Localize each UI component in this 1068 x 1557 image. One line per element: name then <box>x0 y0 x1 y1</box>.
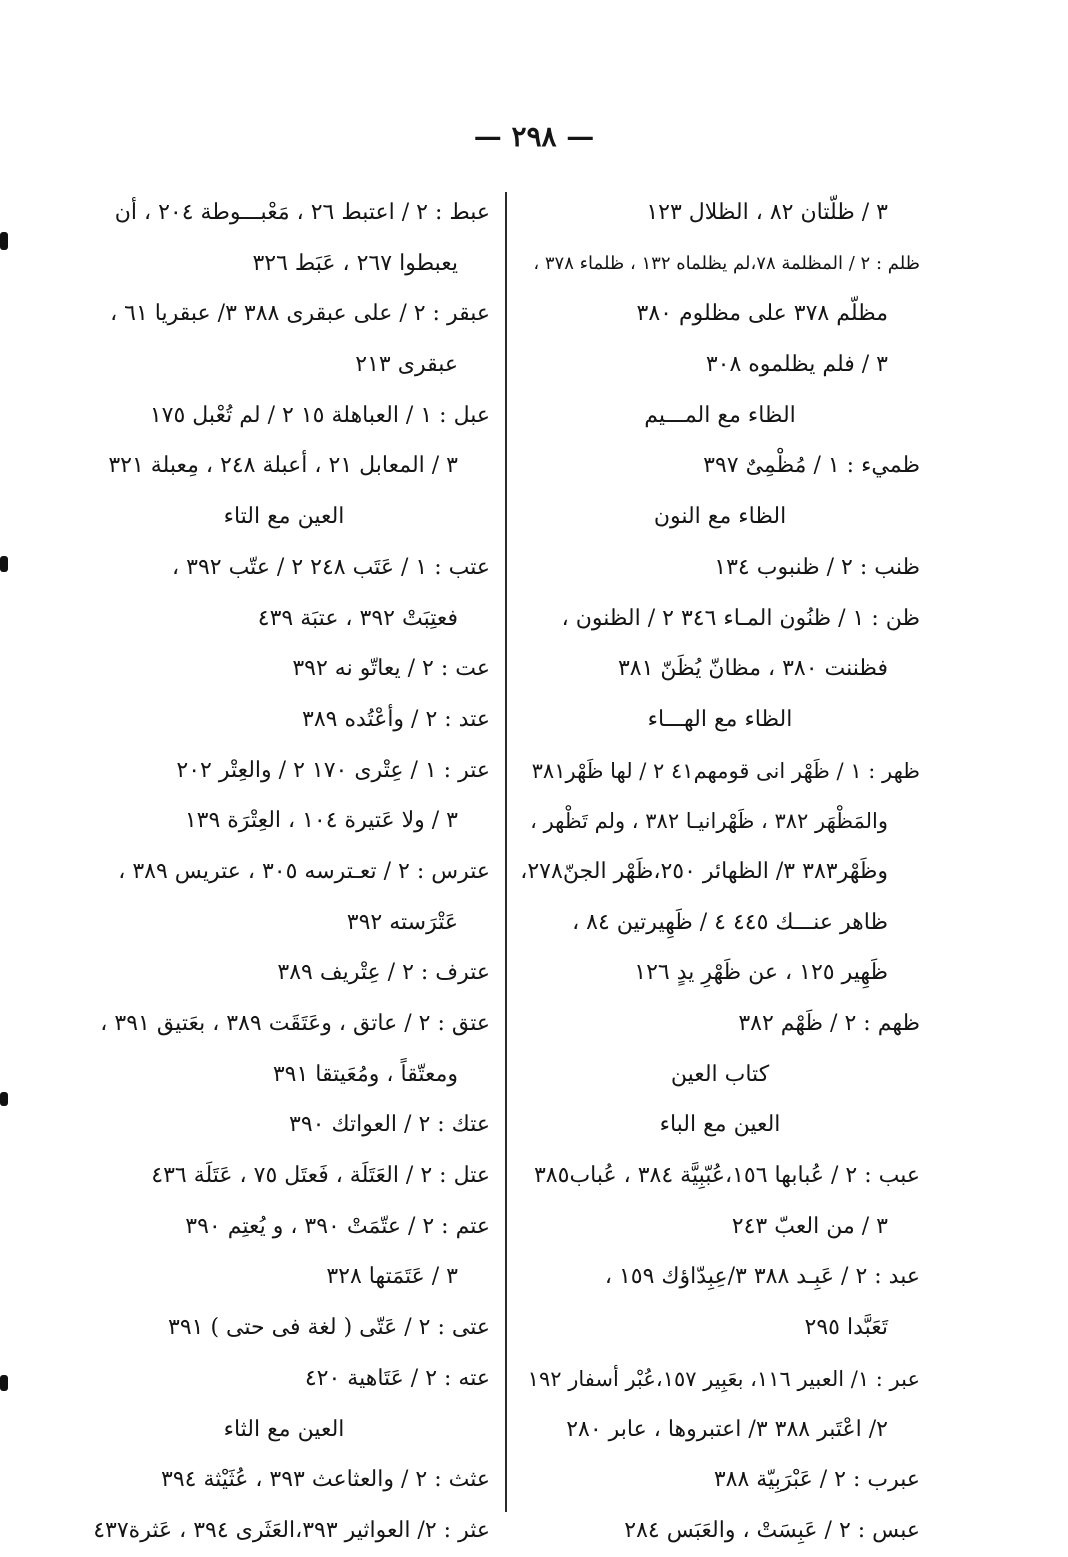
index-column-left <box>78 188 490 1557</box>
right-index-entry: ظهر : ١ / ظَهْر انى قومهم٤١ ٢ / لها ظَهْر٣٨١ <box>531 758 920 783</box>
left-index-entry: عترف : ٢ / عِتْريف ٣٨٩ <box>277 960 490 986</box>
binding-mark <box>0 1375 8 1391</box>
right-index-entry: عبد : ٢ / عَبِـد ٣٨٨ ٣/عِبِدّاؤك ١٥٩ ، <box>604 1264 920 1290</box>
left-section-heading: العين مع التاء <box>223 504 345 530</box>
right-index-entry: ٣ / ظلّتان ٨٢ ، الظلال ١٢٣ <box>646 200 888 225</box>
left-index-entry: عَتْرَسته ٣٩٢ <box>346 909 458 935</box>
left-index-entry: فعتِبَتْ ٣٩٢ ، عتبَة ٤٣٩ <box>257 605 458 631</box>
binding-mark <box>0 556 8 572</box>
left-index-entry: عتل : ٢ / العَتَلَة ، فَعتَل ٧٥ ، عَتَلَة ٤٣٦ <box>151 1163 490 1189</box>
left-index-entry: عتك : ٢ / العواتك ٣٩٠ <box>289 1112 490 1138</box>
left-index-entry: عتم : ٢ / عتّمَتْ ٣٩٠ ، و يُعتِم ٣٩٠ <box>185 1213 490 1239</box>
left-index-entry: عبل : ١ / العباهلة ١٥ ٢ / لم تُعْبل ١٧٥ <box>149 402 490 428</box>
left-section-heading: العين مع الثاء <box>223 1416 345 1442</box>
page-number: — ٢٩٨ — <box>473 120 595 153</box>
right-index-entry: عبس : ٢ / عَبِسَتْ ، والعَبَس ٢٨٤ <box>624 1517 920 1543</box>
right-index-entry: ظميء : ١ / مُظْمِىٌ ٣٩٧ <box>703 453 920 479</box>
right-index-entry: والمَظْهَر ٣٨٢ ، ظَهْرانيـا ٣٨٢ ، ولم تَظْهر ، <box>530 809 888 834</box>
left-index-entry: عتر : ١ / عِتْرى ١٧٠ ٢ / والعِتْر ٢٠٢ <box>176 757 490 783</box>
right-index-entry: ظن : ١ / ظنُون المـاء ٣٤٦ ٢ / الظنون ، <box>561 605 920 631</box>
left-index-entry: ٣ / عَتَمَتها ٣٢٨ <box>326 1264 458 1290</box>
left-index-entry: عته : ٢ / عَتَاهية ٤٢٠ <box>304 1365 490 1391</box>
right-index-entry: ظنب : ٢ / ظنبوب ١٣٤ <box>714 554 920 580</box>
right-section-heading: الظاء مع المـــيم <box>644 402 796 428</box>
column-divider <box>505 192 507 1512</box>
left-index-entry: عترس : ٢ / تعـترسه ٣٠٥ ، عتريس ٣٨٩ ، <box>118 858 490 884</box>
right-index-entry: عبب : ٢ / عُبابها ١٥٦،عُبّبِيَّة ٣٨٤ ، عُباب٣٨٥ <box>533 1163 920 1189</box>
right-index-entry: ظَهِير ١٢٥ ، عن ظَهْرِ يدٍ ١٢٦ <box>634 960 888 986</box>
left-index-entry: عثث : ٢ / والعثاعث ٣٩٣ ، عُثَيْثة ٣٩٤ <box>161 1467 490 1493</box>
left-index-entry: عتى : ٢ / عَتّى ( لغة فى حتى ) ٣٩١ <box>168 1315 490 1341</box>
left-index-entry: عتب : ١ / عَتَب ٢٤٨ ٢ / عتّب ٣٩٢ ، <box>172 554 490 580</box>
right-index-entry: ٣ / من العبّ ٢٤٣ <box>731 1213 888 1239</box>
left-index-entry: عثر : ٢/ العواثير ٣٩٣،العَثَرى ٣٩٤ ، عَثرة٤٣٧ <box>93 1517 490 1543</box>
right-index-entry: تَعَبَّدا ٢٩٥ <box>804 1315 888 1341</box>
left-index-entry: عت : ٢ / يعاتّو نه ٣٩٢ <box>292 656 490 682</box>
right-index-entry: مظلّم ٣٧٨ على مظلوم ٣٨٠ <box>636 301 888 327</box>
right-section-heading: الظاء مع الهـــاء <box>647 706 793 732</box>
right-index-entry: فظننت ٣٨٠ ، مظانّ يُظَنّ ٣٨١ <box>617 656 888 682</box>
left-index-entry: عتق : ٢ / عاتق ، وعَتَقَت ٣٨٩ ، بعَتيق ٣٩١ ، <box>100 1011 490 1036</box>
right-index-entry: ظاهر عنـــك ٤٤٥ ٤ / ظَهِيرتين ٨٤ ، <box>572 909 888 935</box>
right-index-entry: عبر : ١/ العبير ١١٦، بعَبِير ١٥٧،عُبْر أسفار ١٩٢ <box>527 1366 920 1391</box>
right-index-entry: عبرب : ٢ / عَبْرَبِيّة ٣٨٨ <box>713 1467 920 1493</box>
right-section-heading: العين مع الباء <box>659 1112 781 1138</box>
right-index-entry: وظَهْر٣٨٣ ٣/ الظهائر ٢٥٠،ظَهْر الجنّ٢٧٨، <box>520 858 888 884</box>
binding-mark <box>0 232 8 250</box>
left-index-entry: عبقر : ٢ / على عبقرى ٣٨٨ ٣/ عبقريا ٦١ ، <box>110 301 490 327</box>
index-column-right <box>520 188 920 1557</box>
left-index-entry: ٣ / ولا عَتيرة ١٠٤ ، العِتْرَة ١٣٩ <box>184 808 458 834</box>
right-index-entry: ظهم : ٢ / ظَهْم ٣٨٢ <box>738 1011 920 1036</box>
left-index-entry: عتد : ٢ / وأعْتُده ٣٨٩ <box>302 706 490 732</box>
left-index-entry: ٣ / المعابل ٢١ ، أعبلة ٢٤٨ ، مِعبلة ٣٢١ <box>108 453 458 479</box>
right-section-heading: الظاء مع النون <box>653 504 787 530</box>
right-index-entry: ٣ / فلم يظلموه ٣٠٨ <box>705 352 888 378</box>
right-index-entry: ٢/ اعْتَبر ٣٨٨ ٣/ اعتبروها ، عابر ٢٨٠ <box>566 1416 888 1442</box>
right-section-heading: كتاب العين <box>670 1061 770 1087</box>
left-index-entry: عبط : ٢ / اعتبط ٢٦ ، مَعْبـــوطة ٢٠٤ ، أن <box>114 200 490 225</box>
left-index-entry: يعبطوا ٢٦٧ ، عَبَط ٣٢٦ <box>252 250 458 276</box>
left-index-entry: ومعتّقاً ، ومُعَيتقا ٣٩١ <box>272 1061 458 1087</box>
binding-mark <box>0 1092 8 1106</box>
right-index-entry: ظلم : ٢ / المظلمة ٧٨،لم يظلماه ١٣٢ ، ظلماء ٣٧٨ ، <box>533 252 920 274</box>
left-index-entry: عبقرى ٢١٣ <box>355 352 458 378</box>
